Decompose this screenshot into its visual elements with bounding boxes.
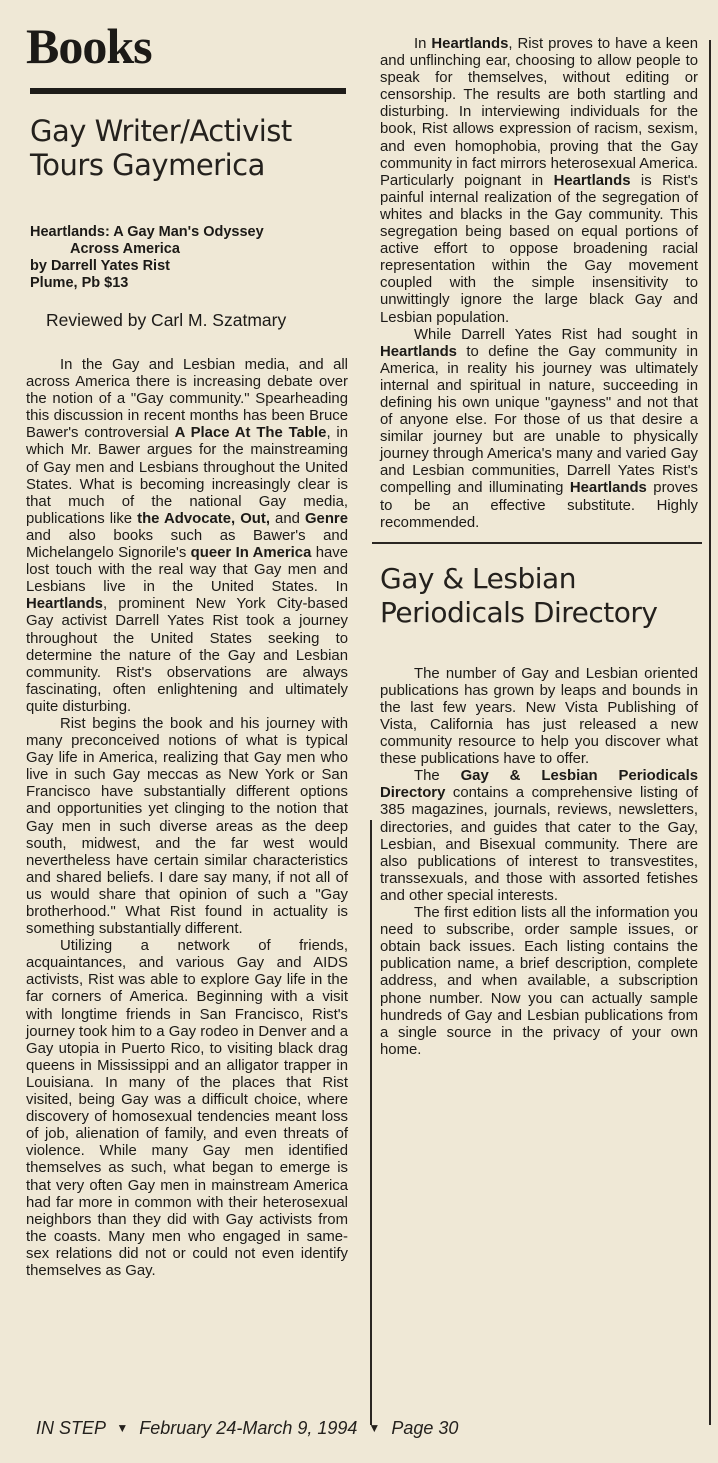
review-paragraph-5: While Darrell Yates Rist had sought in Heartlands to define the Gay community in America, in reality his journey was ultimately internal and spiritual in nature, succeeding in defining his own unique "gayness" and not that of anyone else. For those of us that desire a similar journey but are unable to physically journey through America's many and varied Gay and Lesbian communities, Darrell Yates Rist's compelling and illuminating Heartlands proves to be an effective substitute. Highly recommended. — [380, 326, 698, 531]
review-paragraph-3: Utilizing a network of friends, acquaintances, and various Gay and AIDS activists, Rist was able to explore Gay life in the far corners of America. Beginning with a visit with longtime friends in San Francisco, Rist's journey took him to a Gay rodeo in Denver and a Gay utopia in Puerto Rico, to visiting black drag queens in Mississippi and an alligator trapper in Louisiana. In many of the places that Rist visited, being Gay was a difficult choice, where discovery of homosexual tendencies meant loss of job, alienation of family, and even threats of violence. While many Gay men identified themselves as such, what began to emerge is that very often Gay men in mainstream America had far more in common with their heterosexual neighbors than they did with Gay activists from the coasts. Many men who engaged in same-sex relations did not or could not even identify themselves as Gay. — [26, 938, 348, 1279]
right-column — [380, 36, 698, 1059]
directory-headline: Gay & Lesbian Periodicals Directory — [380, 561, 658, 629]
footer-separator-icon: ▼ — [368, 1421, 381, 1435]
book-info — [30, 224, 348, 292]
page-footer — [36, 1418, 458, 1439]
page-edge-rule — [709, 40, 711, 1425]
review-body-right — [380, 36, 698, 532]
directory-paragraph-1: The number of Gay and Lesbian oriented publications has grown by leaps and bounds in the last few years. New Vista Publishing of Vista, California has just released a new community resource to help you discover what these publications have to offer. — [380, 665, 698, 768]
review-body-left — [26, 357, 348, 1280]
directory-paragraph-2: The Gay & Lesbian Periodicals Directory contains a comprehensive listing of 385 magazines, journals, reviews, newsletters, directories, and guides that cater to the Gay, Lesbian, and Bisexual community. There are also publications of interest to transvestites, transsexuals, and those with assorted fetishes and other special interests. — [380, 768, 698, 904]
review-paragraph-4: In Heartlands, Rist proves to have a keen and unflinching ear, choosing to allow people to speak for themselves, without editing or censorship. The results are both startling and disturbing. In interviewing individuals for the book, Rist allows expression of racism, sexism, and even homophobia, proving that the Gay community in fact mirrors heterosexual America. Particularly poignant in Heartlands is Rist's painful internal realization of the segregation of whites and blacks in the Gay community. This segregation being based on equal portions of active effort to oppose broadening racial representation within the Gay movement coupled with the simple insensitivity to unwittingly ignore the large black Gay and Lesbian population. — [380, 36, 699, 326]
book-title-line2: Across America — [70, 241, 180, 257]
book-author: by Darrell Yates Rist — [30, 258, 170, 274]
footer-separator-icon: ▼ — [116, 1421, 129, 1435]
left-column — [26, 18, 348, 1280]
review-headline: Gay Writer/Activist Tours Gaymerica — [30, 114, 292, 182]
footer-date: February 24-March 9, 1994 — [139, 1418, 358, 1438]
footer-page-number: Page 30 — [391, 1418, 459, 1438]
sidebar-box-top-rule — [372, 542, 702, 544]
reviewer-byline: Reviewed by Carl M. Szatmary — [46, 310, 287, 330]
review-paragraph-1: In the Gay and Lesbian media, and all across America there is increasing debate over the notion of a "Gay community." Spearheading this discussion in recent months has been Bruce Bawer's controversial A Place At The Table, in which Mr. Bawer argues for the mainstreaming of Gay men and Lesbians throughout the United States. What is becoming increasingly clear is that much of the national Gay media, publications like the Advocate, Out, and Genre and also books such as Bawer's and Michelangelo Signorile's queer In America have lost touch with the real way that Gay men and Lesbians live in the United States. In Heartlands, prominent New York City-based Gay activist Darrell Yates Rist took a journey throughout the United States seeking to determine the nature of the Gay and Lesbian community. Rist's observations are always fascinating, often enlightening and ultimately quite disturbing. — [26, 357, 349, 715]
sidebar-box-left-rule — [370, 820, 372, 1425]
directory-body — [380, 666, 698, 1059]
section-title: Books — [26, 18, 152, 74]
review-paragraph-2: Rist begins the book and his journey with many preconceived notions of what is typical Gay life in America, realizing that Gay men who live in such Gay meccas as New York or San Francisco have substantially different options and opportunities yet clinging to the notion that Gay men in such diverse areas as the deep south, midwest, and the far west would nevertheless have certain similar characteristics and shared beliefs. I dare say many, if not all of us would share that opinion of such a "Gay brotherhood." What Rist found in actuality is something substantially different. — [26, 715, 348, 938]
directory-paragraph-3: The first edition lists all the information you need to subscribe, order sample issues, or obtain back issues. Each listing contains the publication name, a brief description, complete address, and when available, a subscription phone number. Now you can actually sample hundreds of Gay and Lesbian publications from a single source in the privacy of your own home. — [380, 905, 698, 1058]
section-rule — [30, 88, 346, 94]
footer-publication: IN STEP — [36, 1418, 106, 1438]
book-publisher: Plume, Pb $13 — [30, 275, 129, 291]
book-title-line1: Heartlands: A Gay Man's Odyssey — [30, 224, 264, 240]
